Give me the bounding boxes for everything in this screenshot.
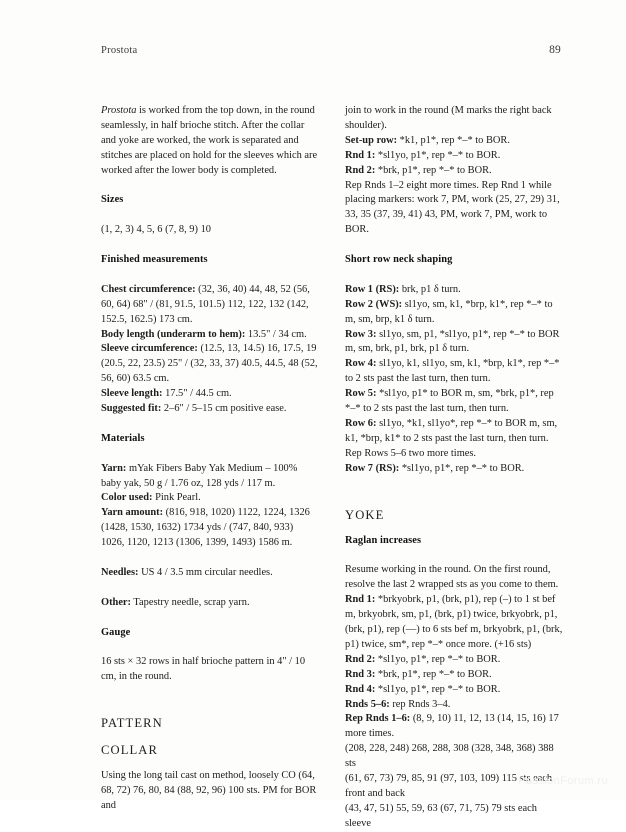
neck-row-3-label: Row 3: [345,328,377,340]
yoke-rnds-5-6-label: Rnds 5–6: [345,698,390,710]
measurement-suggested-fit-value: 2–6" / 5–15 cm positive ease. [161,403,287,415]
measurement-body-length-label: Body length (underarm to hem): [101,328,246,340]
measurement-sleeve-length-value: 17.5" / 44.5 cm. [162,388,232,400]
neck-row-7 [345,462,563,477]
material-needles-label: Needles: [101,566,139,578]
yoke-rnd-2 [345,653,563,668]
heading-yoke: YOKE [345,507,385,522]
material-other-label: Other: [101,596,132,608]
collar-rnd-1 [345,149,563,164]
material-needles [101,566,319,581]
collar-text-continued: join to work in the round (M marks the right back shoulder). [345,105,552,131]
material-yarn-label: Yarn: [101,462,127,474]
heading-pattern: PATTERN [101,716,163,731]
measurement-sleeve-length [101,387,319,402]
yoke-rnd-1-value: *brkyobrk, p1, (brk, p1), rep (–) to 1 st bef m, brkyobrk, sm, p1, (brk, p1) twice, brkyobrk, p1, (brk, p1), rep (––) to 6 sts bef m, brkyobrk, p1, (brk, p1) twice, sm*, rep *–* once more. (+16 sts) [345,594,563,650]
measurement-sleeve-circumference-label: Sleeve circumference: [101,343,198,355]
page-header [101,44,561,62]
material-other [101,596,319,611]
material-color-label: Color used: [101,492,153,504]
yoke-rnd-4-value: *sl1yo, p1*, rep *–* to BOR. [375,683,501,695]
measurement-chest-label: Chest circumference: [101,283,196,295]
yoke-rnd-3-value: *brk, p1*, rep *–* to BOR. [375,668,492,680]
neck-row-4 [345,357,563,387]
material-needles-value: US 4 / 3.5 mm circular needles. [138,566,273,578]
heading-sizes: Sizes [101,194,124,206]
measurement-suggested-fit-label: Suggested fit: [101,403,162,415]
neck-row-5-label: Row 5: [345,388,377,400]
neck-row-3 [345,328,563,358]
neck-row-4-label: Row 4: [345,358,377,370]
heading-finished-measurements: Finished measurements [101,254,208,266]
collar-text: Using the long tail cast on method, loosely CO (64, 68, 72) 76, 80, 84 (88, 92, 96) 100 sts. PM for BOR and [101,770,317,811]
neck-row-2-value: sl1yo, sm, k1, *brp, k1*, rep *–* to m, sm, brp, k1 δ turn. [345,298,553,325]
yoke-rep-rnds-value: (8, 9, 10) 11, 12, 13 (14, 15, 16) 17 more times. [345,713,559,740]
site-watermark: PassionForum.ru [518,775,608,787]
stitch-count-total: (208, 228, 248) 268, 288, 308 (328, 348, 368) 388 sts [345,743,554,770]
material-yarn-amount-value: (816, 918, 1020) 1122, 1224, 1326 (1428, 1530, 1632) 1734 yds / (747, 840, 933) 1026, 1120, 1213 (1306, 1399, 1493) 1586 m. [101,507,310,549]
stitch-count-front-back: (61, 67, 73) 79, 85, 91 (97, 103, 109) 115 sts each front and back [345,773,553,800]
measurement-sleeve-circumference [101,342,319,387]
collar-rnd-2-label: Rnd 2: [345,164,376,176]
neck-row-1-label: Row 1 (RS): [345,283,400,295]
sizes-values: (1, 2, 3) 4, 5, 6 (7, 8, 9) 10 [101,224,211,236]
collar-setup-row-label: Set-up row: [345,134,398,146]
neck-row-5-value: *sl1yo, p1* to BOR m, sm, *brk, p1*, rep *–* to 2 sts past the last turn, then turn. [345,388,554,415]
yoke-rnd-1 [345,593,563,653]
neck-row-6 [345,417,563,447]
yoke-rep-rnds [345,712,563,742]
collar-rnd-2-value: *brk, p1*, rep *–* to BOR. [375,164,492,176]
neck-row-2 [345,298,563,328]
neck-row-7-value: *sl1yo, p1*, rep *–* to BOR. [399,462,525,474]
measurement-suggested-fit [101,402,319,417]
heading-collar: COLLAR [101,743,158,758]
material-color [101,491,319,506]
collar-setup-row [345,134,563,149]
intro-paragraph [101,104,319,179]
measurement-sleeve-circumference-value: (12.5, 13, 14.5) 16, 17.5, 19 (20.5, 22, 23.5) 25" / (32, 33, 37) 40.5, 44.5, 48 (52, 56, 60) 63.5 cm. [101,343,318,385]
neck-row-5 [345,387,563,417]
two-column-body [101,104,563,832]
neck-row-6-label: Row 6: [345,418,377,429]
page-number: 89 [549,44,561,56]
neck-row-4-value: sl1yo, k1, sl1yo, sm, k1, *brp, k1*, rep *–* to 2 sts past the last turn, then turn. [345,358,560,385]
heading-materials: Materials [101,432,145,444]
neck-row-6-value: sl1yo, *k1, sl1yo*, rep *–* to BOR m, sm, k1, *brp, k1* to 2 sts past the last turn, then turn. [345,418,558,444]
heading-short-row-neck-shaping: Short row neck shaping [345,254,453,266]
yoke-rnds-5-6 [345,698,563,713]
yoke-rnd-4-label: Rnd 4: [345,683,376,695]
material-yarn-amount [101,506,319,551]
yoke-rnd-3-label: Rnd 3: [345,668,376,680]
material-yarn [101,462,319,492]
collar-rnd-1-value: *sl1yo, p1*, rep *–* to BOR. [375,149,501,161]
yoke-rep-rnds-label: Rep Rnds 1–6: [345,713,411,725]
material-yarn-amount-label: Yarn amount: [101,507,164,519]
yoke-resume-text: Resume working in the round. On the first round, resolve the last 2 wrapped sts as you come to them. [345,564,559,591]
intro-rest: is worked from the top down, in the round seamlessly, in half brioche stitch. After the collar and yoke are worked, the work is separated and stitches are placed on hold for the sleeves which are worked after the lower body is completed. [101,105,318,176]
measurement-body-length [101,328,319,343]
collar-rnd-1-label: Rnd 1: [345,149,376,161]
stitch-count-sleeve: (43, 47, 51) 55, 59, 63 (67, 71, 75) 79 sts each sleeve [345,802,537,829]
measurement-body-length-value: 13.5" / 34 cm. [245,328,307,340]
heading-gauge: Gauge [101,626,131,638]
neck-rep-rows: Rep Rows 5–6 two more times. [345,447,477,459]
yoke-rnd-2-label: Rnd 2: [345,653,376,665]
neck-row-1-value: brk, p1 δ turn. [399,283,461,295]
measurement-chest-value: (32, 36, 40) 44, 48, 52 (56, 60, 64) 68" / (81, 91.5, 101.5) 112, 122, 132 (142, 152.5, 162.5) 173 cm. [101,283,310,325]
neck-row-3-value: sl1yo, sm, p1, *sl1yo, p1*, rep *–* to BOR m, sm, brk, p1, brk, p1 δ turn. [345,328,560,355]
neck-row-2-label: Row 2 (WS): [345,298,403,310]
right-column [345,104,563,832]
material-other-value: Tapestry needle, scrap yarn. [131,596,250,608]
left-column [101,104,319,832]
neck-row-1 [345,283,563,298]
neck-row-7-label: Row 7 (RS): [345,462,400,474]
running-head: Prostota [101,45,138,56]
collar-rep-rnds: Rep Rnds 1–2 eight more times. Rep Rnd 1 while placing markers: work 7, PM, work (25, 27, 29) 31, 33, 35 (37, 39, 41) 43, PM, work 7, PM, work to BOR. [345,179,560,236]
yoke-rnds-5-6-value: rep Rnds 3–4. [389,698,451,710]
heading-raglan-increases: Raglan increases [345,534,422,546]
material-yarn-value: mYak Fibers Baby Yak Medium – 100% baby yak, 50 g / 1.76 oz, 128 yds / 117 m. [101,462,298,489]
gauge-value: 16 sts × 32 rows in half brioche pattern in 4" / 10 cm, in the round. [101,656,306,683]
measurement-chest [101,283,319,328]
yoke-rnd-2-value: *sl1yo, p1*, rep *–* to BOR. [375,653,501,665]
material-color-value: Pink Pearl. [152,492,201,504]
yoke-rnd-1-label: Rnd 1: [345,594,376,606]
yoke-rnd-4 [345,683,563,698]
yoke-rnd-3 [345,668,563,683]
pattern-name-italic: Prostota [101,105,137,116]
collar-setup-row-value: *k1, p1*, rep *–* to BOR. [397,134,510,146]
collar-rnd-2 [345,164,563,179]
measurement-sleeve-length-label: Sleeve length: [101,388,163,400]
